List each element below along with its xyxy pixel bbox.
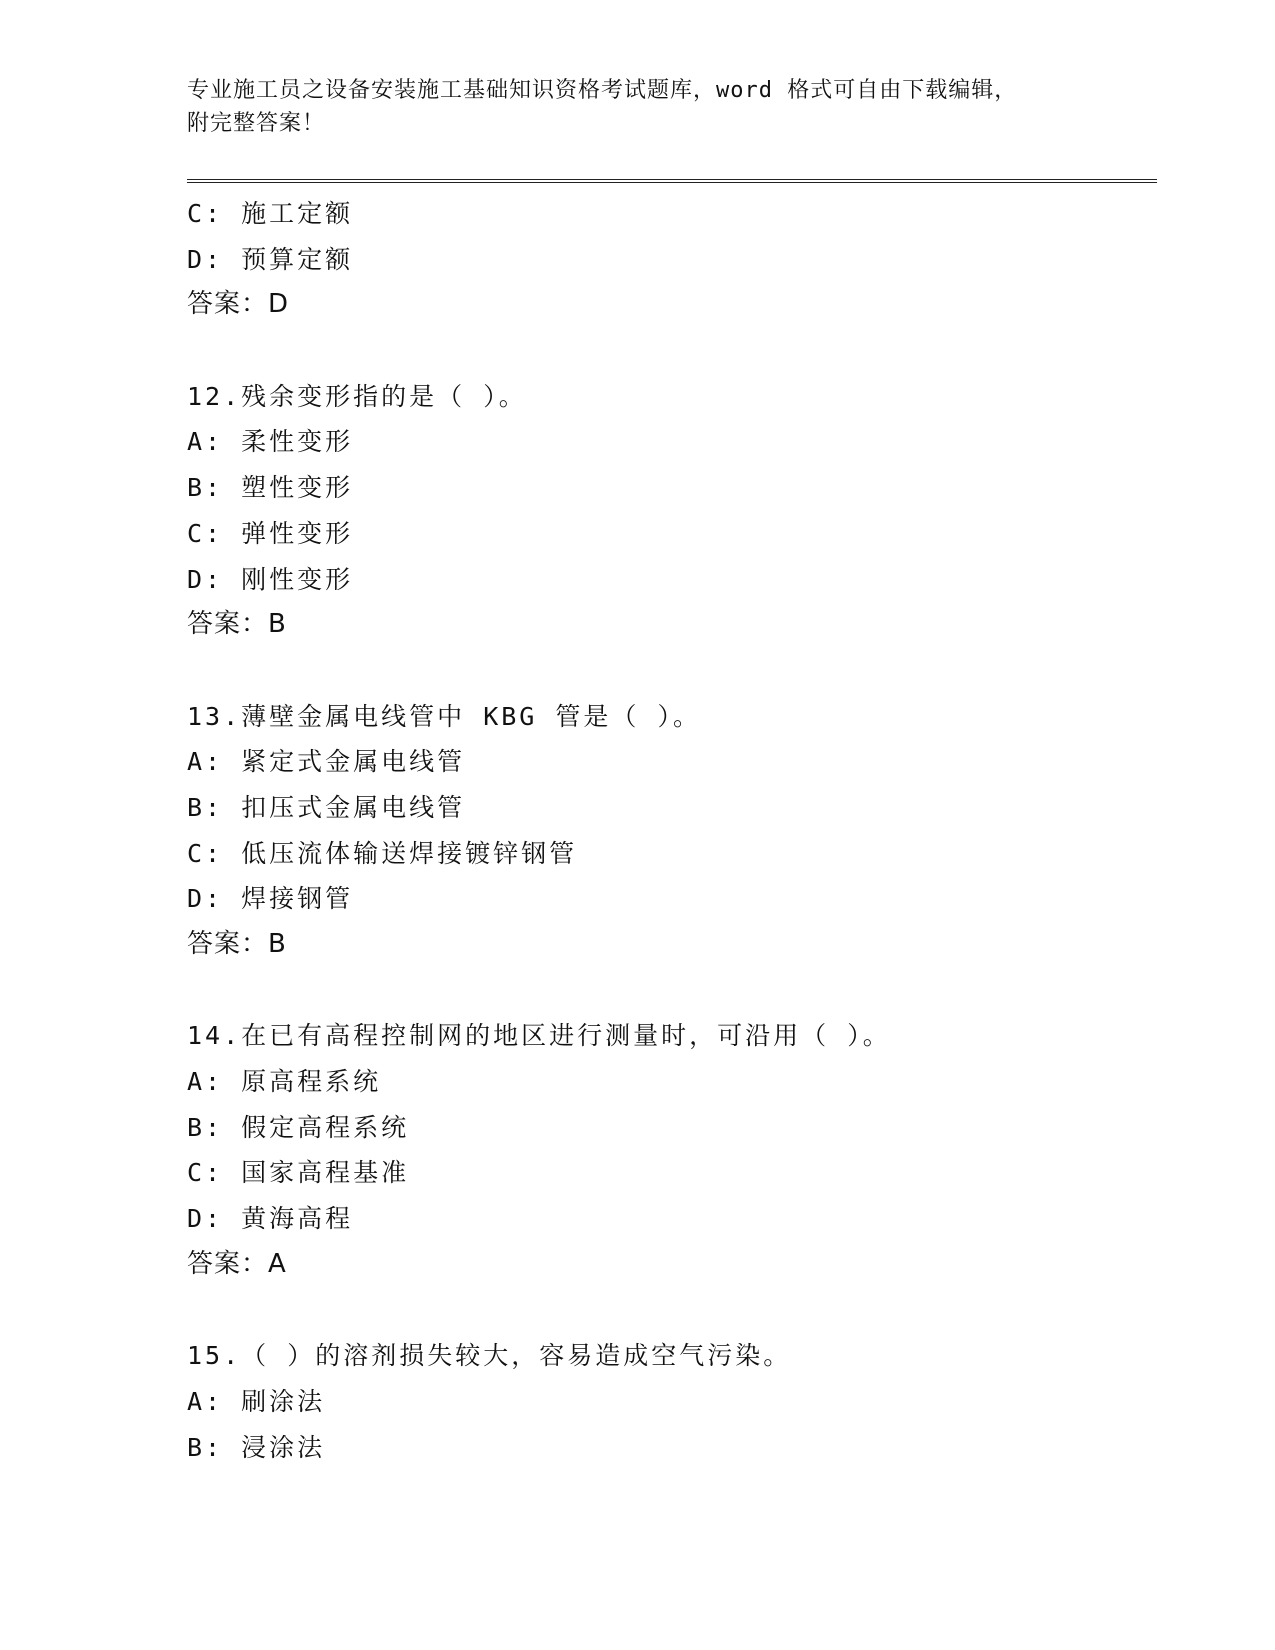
option-text: D: 刚性变形 (187, 564, 354, 594)
question-text: 14.在已有高程控制网的地区进行测量时，可沿用（ ）。 (187, 1021, 891, 1051)
option-text: B: 浸涂法 (187, 1432, 326, 1462)
document-header (187, 74, 1087, 140)
answer-text: 答案：B (187, 929, 287, 959)
header-line-1: 专业施工员之设备安装施工基础知识资格考试题库，word 格式可自由下载编辑， (187, 78, 1018, 103)
option-text: B: 塑性变形 (187, 473, 354, 503)
spacer (187, 1288, 1157, 1334)
option-text: C: 国家高程基准 (187, 1158, 410, 1188)
question-text: 12.残余变形指的是（ ）。 (187, 381, 527, 411)
header-divider (187, 179, 1157, 183)
option-text: A: 柔性变形 (187, 427, 354, 457)
question-text: 15.（ ）的溶剂损失较大，容易造成空气污染。 (187, 1341, 792, 1371)
option-text: A: 原高程系统 (187, 1067, 382, 1097)
option-text: A: 紧定式金属电线管 (187, 747, 466, 777)
header-line-2: 附完整答案！ (187, 111, 326, 136)
option-text: D: 焊接钢管 (187, 884, 354, 914)
option-text: D: 预算定额 (187, 244, 354, 274)
option-text: C: 施工定额 (187, 199, 354, 228)
answer-text: 答案：B (187, 609, 287, 640)
option-text: B: 扣压式金属电线管 (187, 792, 466, 822)
option-text: D: 黄海高程 (187, 1204, 354, 1234)
option-text: C: 弹性变形 (187, 518, 354, 548)
spacer (187, 968, 1157, 1014)
answer-text: 答案：D (187, 289, 290, 320)
option-text: B: 假定高程系统 (187, 1112, 410, 1142)
question-list (187, 191, 1157, 1470)
answer-text: 答案：A (187, 1248, 287, 1279)
spacer (187, 648, 1157, 694)
option-text: C: 低压流体输送焊接镀锌钢管 (187, 838, 578, 868)
spacer (187, 328, 1157, 374)
question-text: 13.薄壁金属电线管中 KBG 管是（ ）。 (187, 701, 701, 731)
option-text: A: 刷涂法 (187, 1386, 326, 1416)
